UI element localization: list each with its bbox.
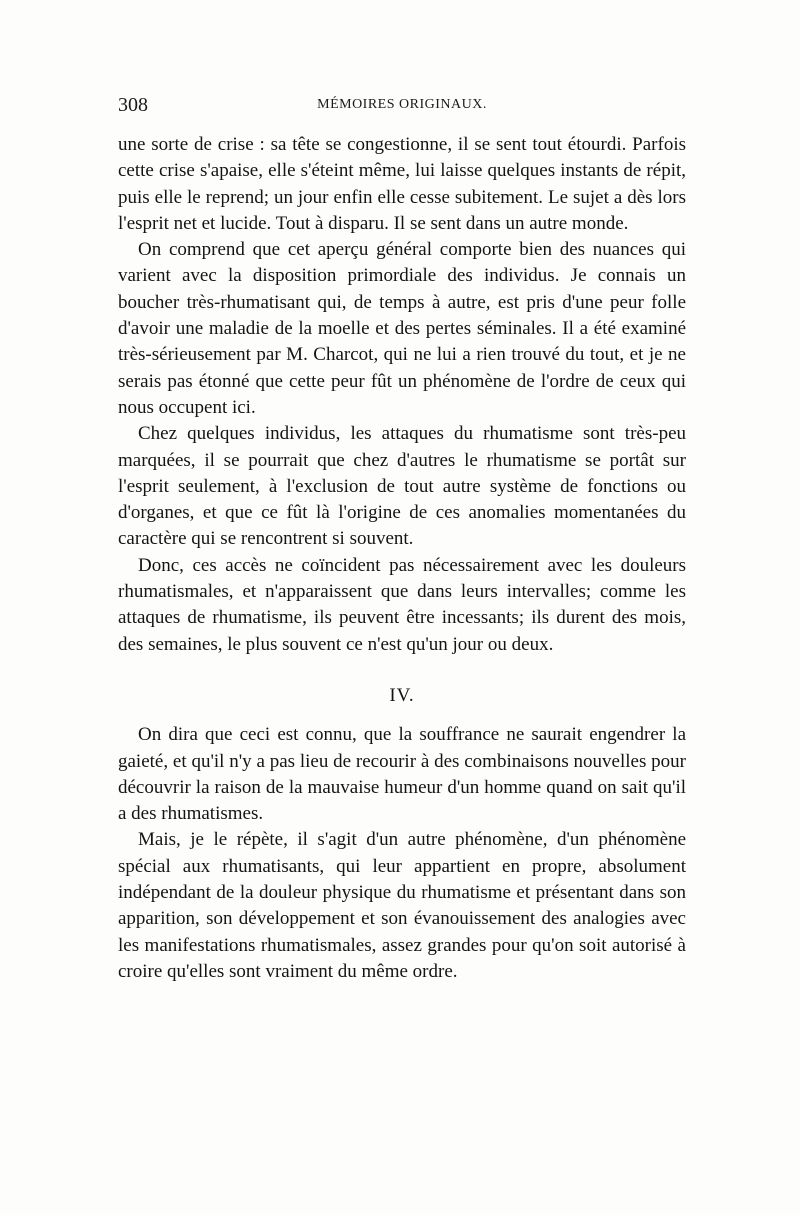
body-text	[118, 132, 686, 985]
page-number: 308	[118, 94, 148, 116]
page-header	[118, 94, 686, 118]
paragraph: Mais, je le répète, il s'agit d'un autre phénomène, d'un phénomène spécial aux rhumatisants, qui leur appartient en propre, absolument indépendant de la douleur physique du rhumatisme et présentant dans son apparition, son développement et son évanouissement des analogies avec les manifestations rhumatismales, assez grandes pour qu'on soit autorisé à croire qu'elles sont vraiment du même ordre.	[118, 829, 686, 982]
paragraph: Donc, ces accès ne coïncident pas nécessairement avec les douleurs rhumatismales, et n'apparaissent que dans leurs intervalles; comme les attaques de rhumatisme, ils peuvent être incessants; ils durent des mois, des semaines, le plus souvent ce n'est qu'un jour ou deux.	[118, 554, 686, 655]
section-heading: IV.	[389, 684, 415, 706]
paragraph: On comprend que cet aperçu général comporte bien des nuances qui varient avec la disposition primordiale des individus. Je connais un boucher très-rhumatisant qui, de temps à autre, est pris d'une peur folle d'avoir une maladie de la moelle et des pertes séminales. Il a été examiné très-sérieusement par M. Charcot, qui ne lui a rien trouvé du tout, et je ne serais pas étonné que cette peur fût un phénomène de l'ordre de ceux qui nous occupent ici.	[118, 239, 686, 418]
paragraph: Chez quelques individus, les attaques du rhumatisme sont très-peu marquées, il se pourrait que chez d'autres le rhumatisme se portât sur l'esprit seulement, à l'exclusion de tout autre système de fonctions ou d'organes, et que ce fût là l'origine de ces anomalies momentanées du caractère qui se rencontrent si souvent.	[118, 423, 686, 550]
running-head: MÉMOIRES ORIGINAUX.	[317, 97, 487, 112]
paragraph: On dira que ceci est connu, que la souffrance ne saurait engendrer la gaieté, et qu'il n'y a pas lieu de recourir à des combinaisons nouvelles pour découvrir la raison de la mauvaise humeur d'un homme quand on sait qu'il a des rhumatismes.	[118, 724, 686, 825]
paragraph-continued: une sorte de crise : sa tête se congestionne, il se sent tout étourdi. Parfois cette crise s'apaise, elle s'éteint même, lui laisse quelques instants de répit, puis elle le reprend; un jour enfin elle cesse subitement. Le sujet a dès lors l'esprit net et lucide. Tout à disparu. Il se sent dans un autre monde.	[118, 134, 686, 234]
